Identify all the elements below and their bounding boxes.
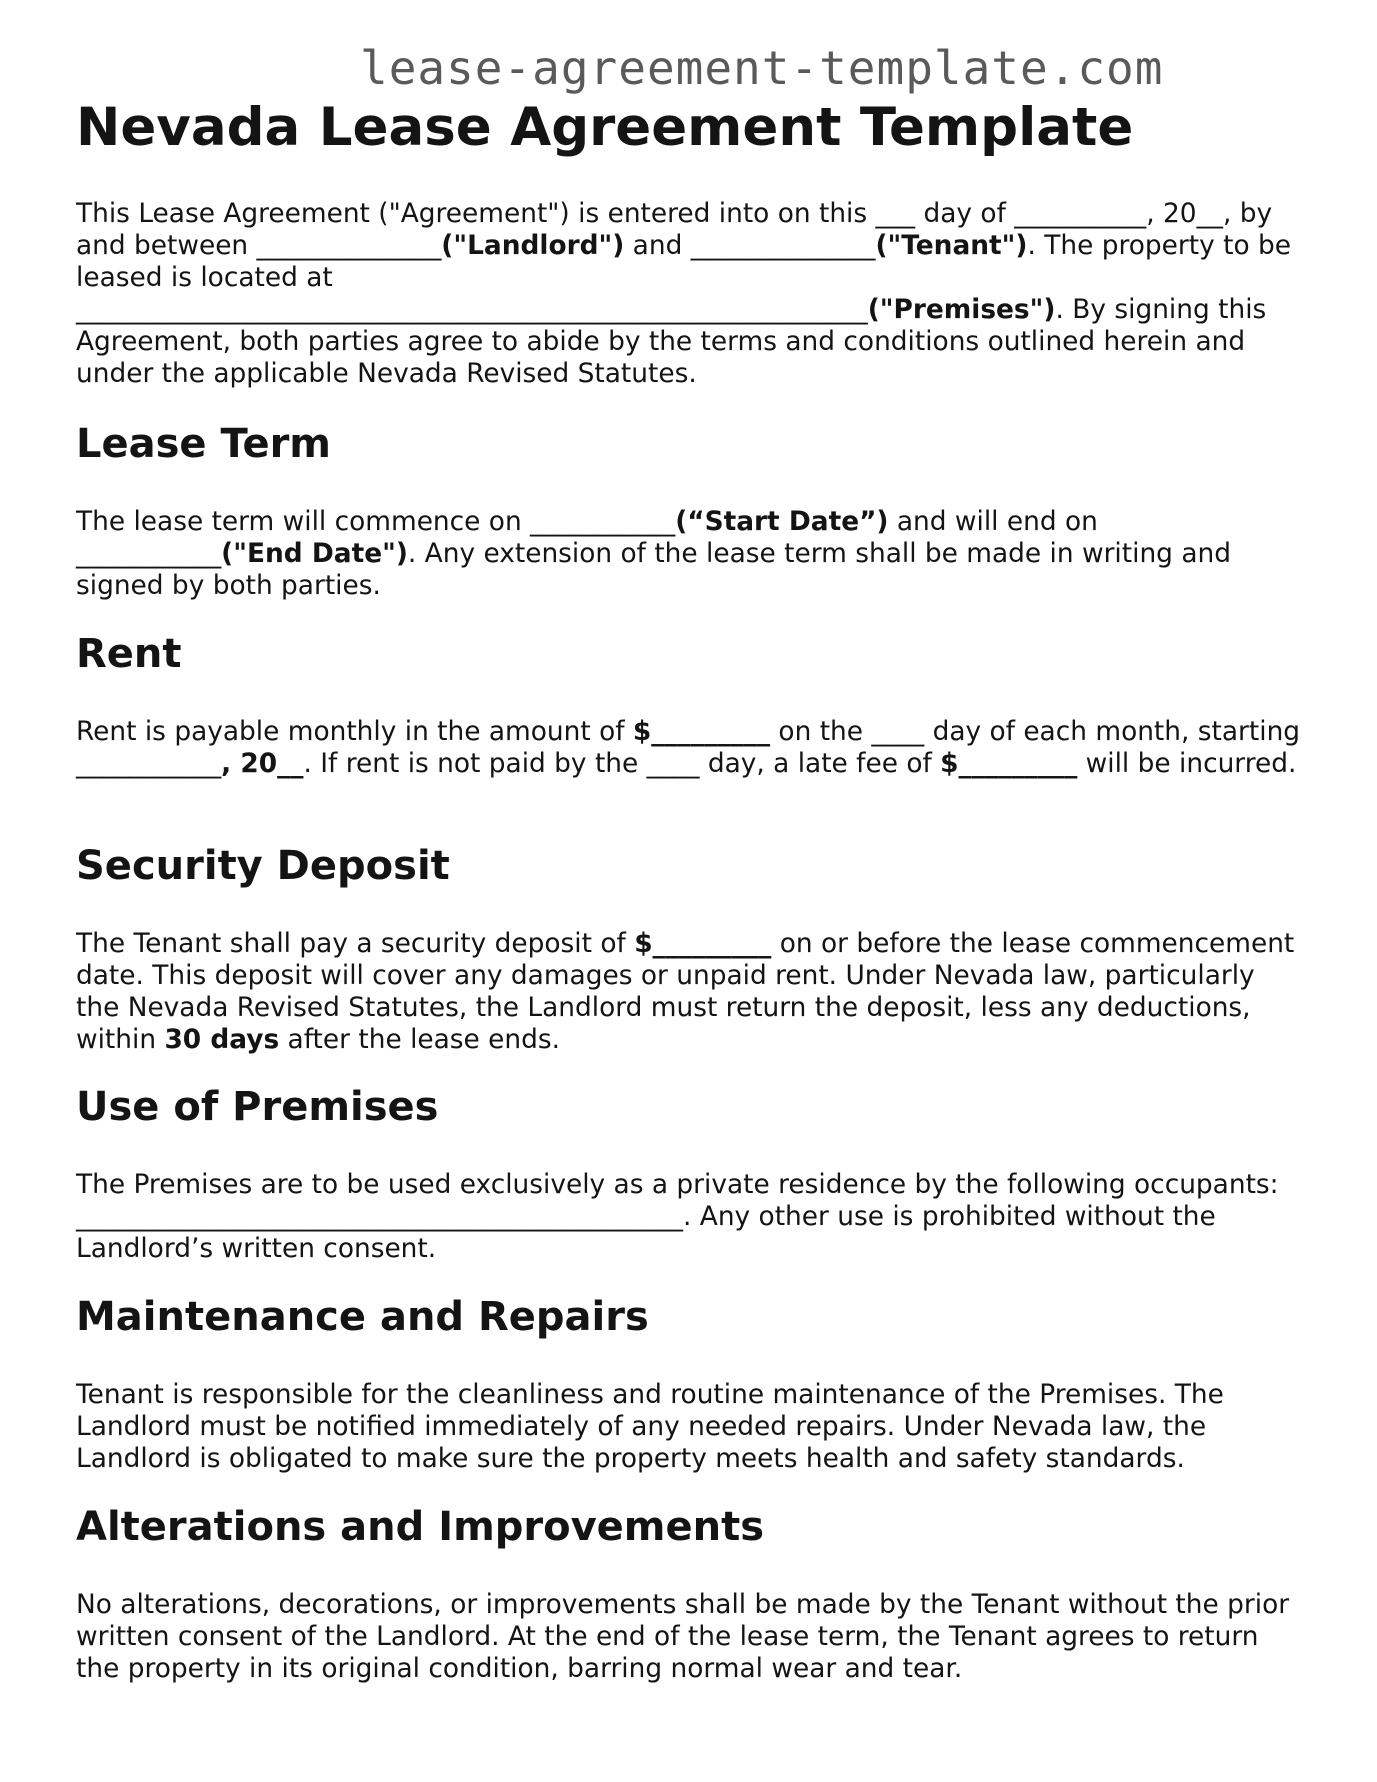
maintenance-paragraph: Tenant is responsible for the cleanliness and routine maintenance of the Premises. The Landlord must be notified immediately of any needed repairs. Under Nevada law, the Landlord is obligated to make sure the property meets health and safety standards. [76, 1379, 1224, 1474]
use-of-premises-section [76, 1083, 1306, 1265]
intro-text-3: . The property to be leased is located at ____________________________________________________________ [76, 230, 1291, 325]
late-fee-blank: $_________ [940, 748, 1078, 779]
rent-text-3: . If rent is not paid by the ____ day, a late fee of [303, 748, 941, 779]
rent-text-1: Rent is payable monthly in the amount of [76, 716, 633, 747]
intro-text-2: and ______________ [624, 230, 876, 261]
document-title: Nevada Lease Agreement Template [76, 97, 1134, 158]
deposit-text-3: after the lease ends. [279, 1024, 561, 1055]
site-watermark: lease-agreement-template.com [360, 41, 1164, 95]
use-of-premises-paragraph: The Premises are to be used exclusively as a private residence by the following occupants: ______________________________________________. Any other use is prohibited without the Landlord’s written consent. [76, 1169, 1279, 1264]
rent-section [76, 630, 1306, 780]
lease-term-text-3: . Any extension of the lease term shall be made in writing and signed by both parties. [76, 538, 1231, 601]
alterations-section [76, 1503, 1306, 1685]
lease-term-text-1: The lease term will commence on ___________ [76, 506, 676, 537]
security-deposit-section [76, 842, 1306, 1056]
rent-heading: Rent [76, 631, 182, 677]
end-date-label: ("End Date") [221, 538, 408, 569]
lease-term-heading: Lease Term [76, 421, 331, 467]
intro-text-4: . By signing this Agreement, both parties agree to abide by the terms and conditions outlined herein and under the applicable Nevada Revised Statutes. [76, 294, 1267, 389]
premises-label: ("Premises") [867, 294, 1056, 325]
deposit-amount-blank: $_________ [634, 928, 772, 959]
lease-term-paragraph [76, 506, 1306, 602]
rent-amount-blank: $_________ [632, 716, 771, 747]
security-deposit-paragraph [76, 928, 1306, 1056]
deposit-days: 30 days [164, 1024, 280, 1055]
rent-paragraph [76, 716, 1306, 780]
deposit-text-1: The Tenant shall pay a security deposit of [76, 928, 635, 959]
alterations-paragraph: No alterations, decorations, or improvements shall be made by the Tenant without the prior written consent of the Landlord. At the end of the lease term, the Tenant agrees to return the property in its original condition, barring normal wear and tear. [76, 1589, 1290, 1684]
intro-section [76, 198, 1306, 390]
intro-paragraph [76, 198, 1306, 390]
intro-text-1: This Lease Agreement ("Agreement") is entered into on this ___ day of __________, 20__, by and between ______________ [76, 198, 1273, 261]
rent-text-2: on the ____ day of each month, starting ___________ [76, 716, 1301, 779]
start-date-label: (“Start Date”) [675, 506, 889, 537]
tenant-label: ("Tenant") [875, 230, 1028, 261]
rent-text-4: will be incurred. [1077, 748, 1297, 779]
security-deposit-heading: Security Deposit [76, 843, 450, 889]
use-of-premises-heading: Use of Premises [76, 1084, 439, 1130]
lease-term-section [76, 420, 1306, 602]
lease-term-text-2: and will end on ___________ [76, 506, 1098, 569]
alterations-heading: Alterations and Improvements [76, 1504, 765, 1550]
maintenance-heading: Maintenance and Repairs [76, 1294, 649, 1340]
rent-year-blank: , 20__ [221, 748, 304, 779]
deposit-text-2: on or before the lease commencement date. This deposit will cover any damages or unpaid rent. Under Nevada law, particularly the Nevada Revised Statutes, the Landlord must return the deposit, less any deductions, within [76, 928, 1295, 1055]
maintenance-section [76, 1293, 1306, 1475]
landlord-label: ("Landlord") [441, 230, 625, 261]
